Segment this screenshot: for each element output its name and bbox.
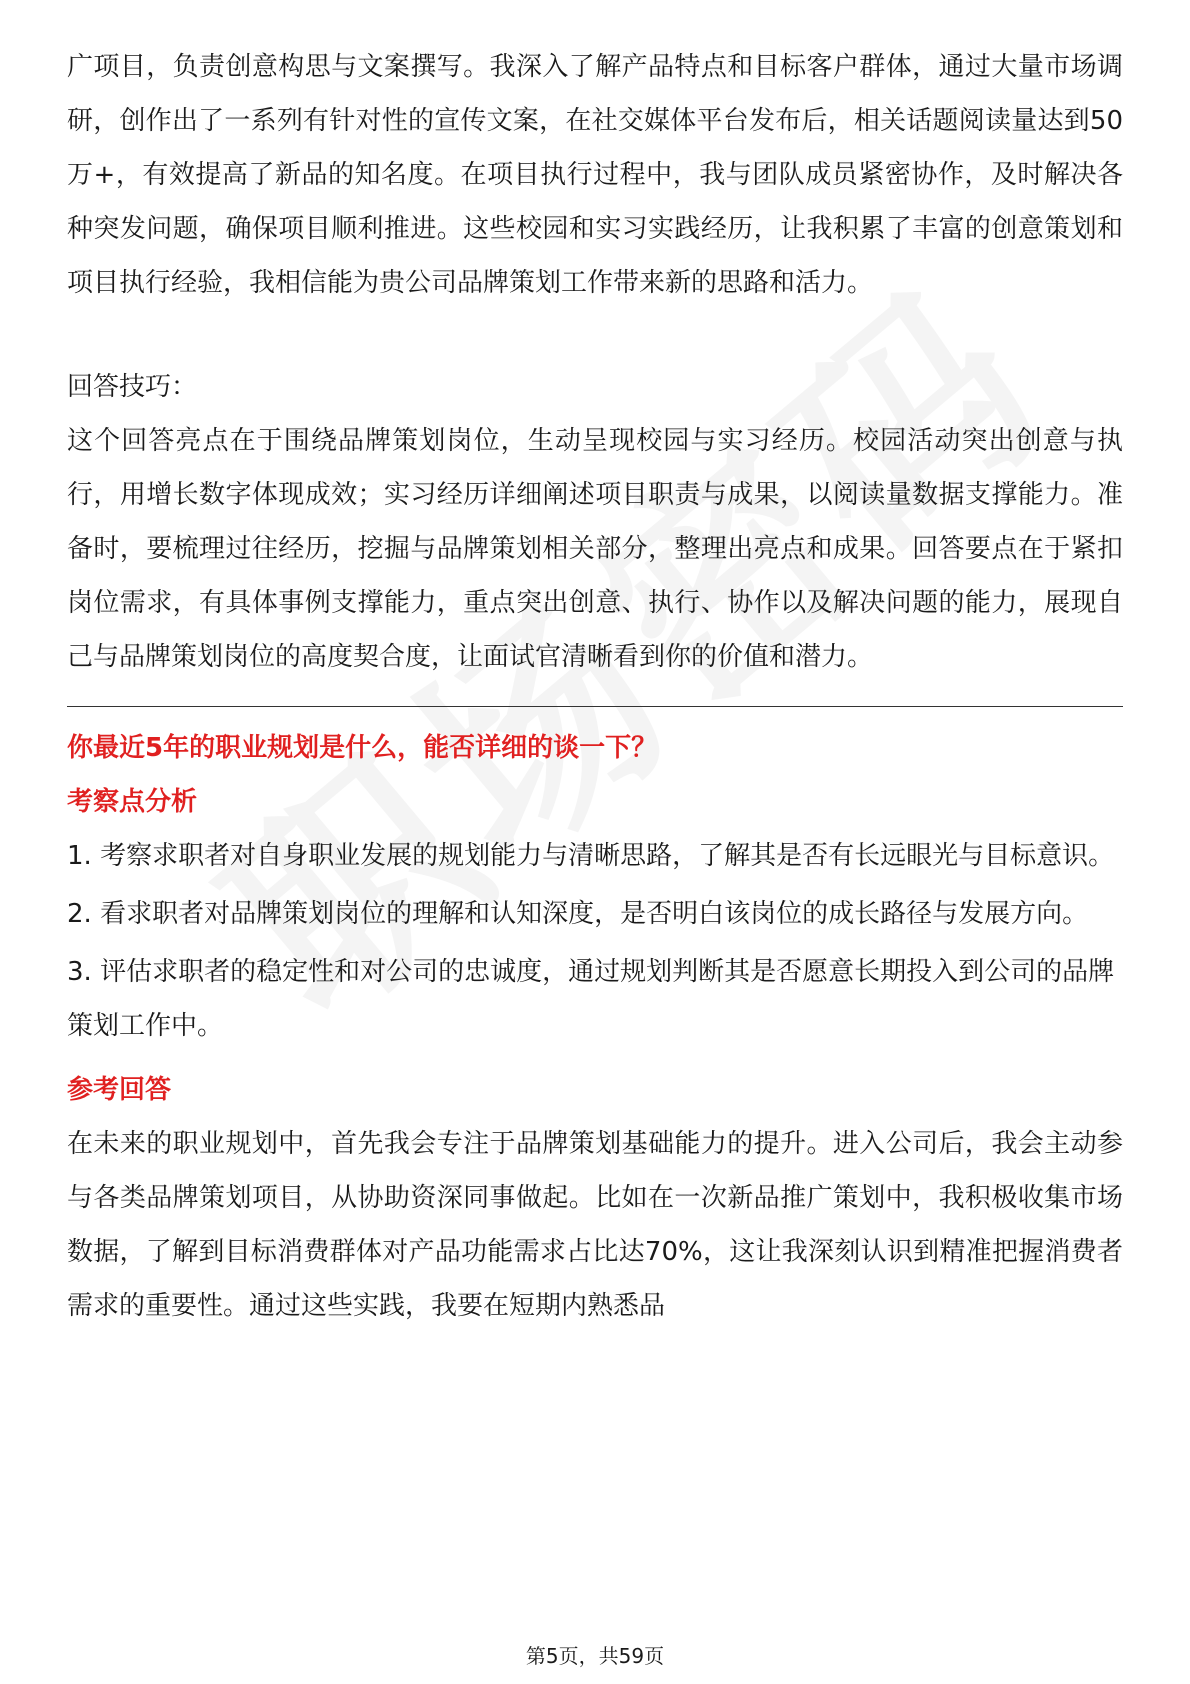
question-title: 你最近5年的职业规划是什么，能否详细的谈一下？ [67,733,658,763]
intro-paragraph: 广项目，负责创意构思与文案撰写。我深入了解产品特点和目标客户群体，通过大量市场调研，创作出了一系列有针对性的宣传文案，在社交媒体平台发布后，相关话题阅读量达到50万+，有效提高了新品的知名度。在项目执行过程中，我与团队成员紧密协作，及时解决各种突发问题，确保项目顺利推进。这些校园和实习实践经历，让我积累了丰富的创意策划和项目执行经验，我相信能为贵公司品牌策划工作带来新的思路和活力。 [67,52,1123,298]
page-footer: 第5页，共59页 [525,1644,665,1668]
reference-heading: 参考回答 [67,1075,172,1105]
analysis-item-1: 1. 考察求职者对自身职业发展的规划能力与清晰思路，了解其是否有长远眼光与目标意识。 [67,841,1115,871]
reference-paragraph: 在未来的职业规划中，首先我会专注于品牌策划基础能力的提升。进入公司后，我会主动参与各类品牌策划项目，从协助资深同事做起。比如在一次新品推广策划中，我积极收集市场数据，了解到目标消费群体对产品功能需求占比达70%，这让我深刻认识到精准把握消费者需求的重要性。通过这些实践，我要在短期内熟悉品 [67,1129,1123,1321]
document-page [67,40,1123,1333]
tips-paragraph: 这个回答亮点在于围绕品牌策划岗位，生动呈现校园与实习经历。校园活动突出创意与执行，用增长数字体现成效；实习经历详细阐述项目职责与成果，以阅读量数据支撑能力。准备时，要梳理过往经历，挖掘与品牌策划相关部分，整理出亮点和成果。回答要点在于紧扣岗位需求，有具体事例支撑能力，重点突出创意、执行、协作以及解决问题的能力，展现自己与品牌策划岗位的高度契合度，让面试官清晰看到你的价值和潜力。 [67,426,1123,672]
section-divider [67,706,1123,707]
analysis-item-3: 3. 评估求职者的稳定性和对公司的忠诚度，通过规划判断其是否愿意长期投入到公司的品牌策划工作中。 [67,957,1115,1041]
tips-label: 回答技巧： [67,372,198,402]
analysis-heading: 考察点分析 [67,787,198,817]
analysis-item-2: 2. 看求职者对品牌策划岗位的理解和认知深度，是否明白该岗位的成长路径与发展方向。 [67,899,1089,929]
